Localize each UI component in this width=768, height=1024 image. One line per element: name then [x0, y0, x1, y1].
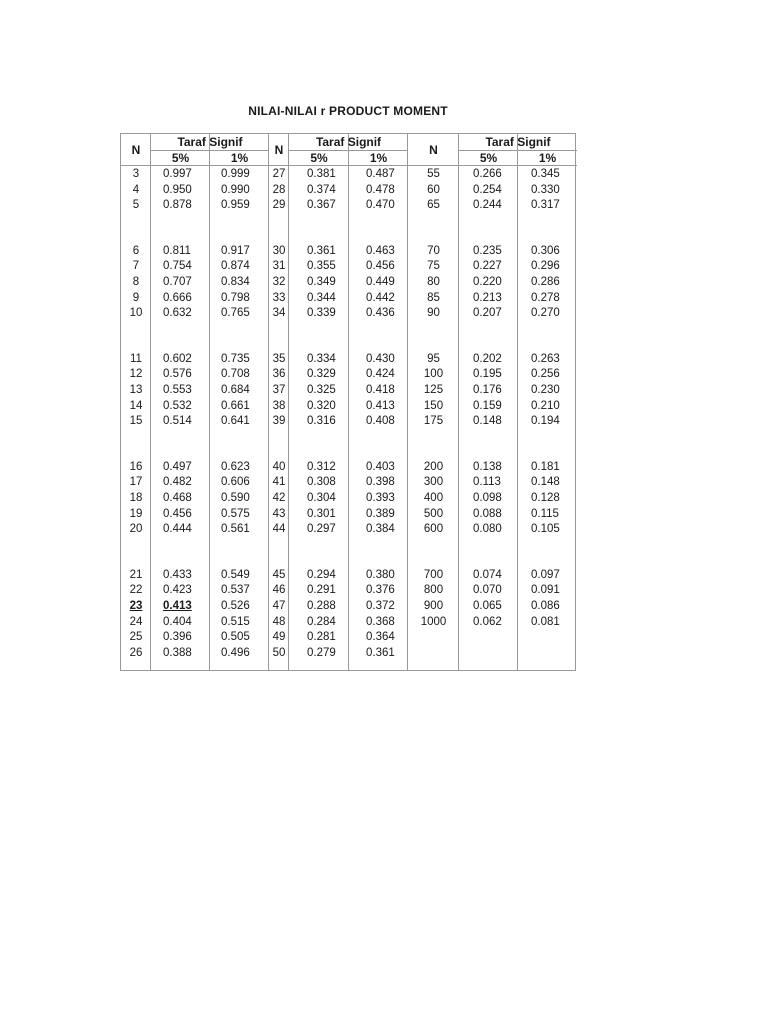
row-n: 32: [272, 276, 286, 288]
r-1-percent: 0.364: [366, 631, 395, 643]
row-n: 7: [132, 260, 140, 272]
r-5-percent: 0.207: [473, 307, 502, 319]
page-title: NILAI-NILAI r PRODUCT MOMENT: [248, 104, 448, 118]
row-n: 45: [272, 569, 286, 581]
r-1-percent: 0.376: [366, 584, 395, 596]
header-5-percent: 5%: [479, 151, 498, 165]
r-1-percent: 0.384: [366, 523, 395, 535]
r-1-percent: 0.765: [221, 307, 250, 319]
r-5-percent: 0.349: [307, 276, 336, 288]
r-5-percent: 0.374: [307, 184, 336, 196]
r-5-percent: 0.291: [307, 584, 336, 596]
r-1-percent: 0.424: [366, 368, 395, 380]
r-1-percent: 0.408: [366, 415, 395, 427]
r-5-percent: 0.138: [473, 461, 502, 473]
row-n: 44: [272, 523, 286, 535]
r-5-percent: 0.707: [163, 276, 192, 288]
r-1-percent: 0.999: [221, 168, 250, 180]
r-1-percent: 0.990: [221, 184, 250, 196]
r-5-percent: 0.227: [473, 260, 502, 272]
r-1-percent: 0.505: [221, 631, 250, 643]
row-n: 150: [423, 400, 444, 412]
r-1-percent: 0.317: [531, 199, 560, 211]
r-5-percent: 0.497: [163, 461, 192, 473]
r-1-percent: 0.263: [531, 353, 560, 365]
r-5-percent: 0.304: [307, 492, 336, 504]
r-5-percent: 0.088: [473, 508, 502, 520]
r-5-percent: 0.220: [473, 276, 502, 288]
row-n: 300: [423, 476, 444, 488]
r-5-percent: 0.355: [307, 260, 336, 272]
r-1-percent: 0.487: [366, 168, 395, 180]
r-1-percent: 0.478: [366, 184, 395, 196]
row-n: 22: [129, 584, 143, 596]
r-1-percent: 0.874: [221, 260, 250, 272]
row-n: 100: [423, 368, 444, 380]
r-1-percent: 0.463: [366, 245, 395, 257]
row-n: 25: [129, 631, 143, 643]
r-5-percent: 0.878: [163, 199, 192, 211]
r-5-percent: 0.098: [473, 492, 502, 504]
r-5-percent: 0.297: [307, 523, 336, 535]
row-n: 1000: [420, 616, 447, 628]
row-n: 37: [272, 384, 286, 396]
r-5-percent: 0.423: [163, 584, 192, 596]
row-n: 12: [129, 368, 143, 380]
row-n: 9: [132, 292, 140, 304]
r-5-percent: 0.404: [163, 616, 192, 628]
r-1-percent: 0.470: [366, 199, 395, 211]
r-1-percent: 0.286: [531, 276, 560, 288]
row-n: 26: [129, 647, 143, 659]
r-5-percent: 0.381: [307, 168, 336, 180]
row-n: 36: [272, 368, 286, 380]
r-5-percent: 0.080: [473, 523, 502, 535]
r-5-percent: 0.997: [163, 168, 192, 180]
r-1-percent: 0.181: [531, 461, 560, 473]
row-n: 75: [427, 260, 440, 272]
row-n: 47: [272, 600, 286, 612]
header-5-percent: 5%: [310, 151, 328, 165]
r-1-percent: 0.418: [366, 384, 395, 396]
row-n: 200: [423, 461, 444, 473]
r-5-percent: 0.266: [473, 168, 502, 180]
r-5-percent: 0.329: [307, 368, 336, 380]
r-5-percent: 0.344: [307, 292, 336, 304]
r-1-percent: 0.278: [531, 292, 560, 304]
r-1-percent: 0.413: [366, 400, 395, 412]
r-5-percent: 0.316: [307, 415, 336, 427]
r-5-percent: 0.294: [307, 569, 336, 581]
row-n: 900: [423, 600, 444, 612]
row-n: 11: [130, 353, 142, 365]
r-5-percent: 0.279: [307, 647, 336, 659]
r-1-percent: 0.708: [221, 368, 250, 380]
row-n: 60: [427, 184, 440, 196]
r-5-percent: 0.576: [163, 368, 192, 380]
r-1-percent: 0.330: [531, 184, 560, 196]
r-1-percent: 0.361: [366, 647, 395, 659]
row-n: 27: [272, 168, 286, 180]
r-1-percent: 0.148: [531, 476, 560, 488]
r-1-percent: 0.270: [531, 307, 560, 319]
row-n: 10: [129, 307, 143, 319]
row-n: 700: [423, 569, 444, 581]
row-n: 15: [129, 415, 143, 427]
r-5-percent: 0.301: [307, 508, 336, 520]
row-n: 34: [272, 307, 286, 319]
r-5-percent: 0.159: [473, 400, 502, 412]
r-5-percent: 0.202: [473, 353, 502, 365]
header-1-percent: 1%: [369, 151, 388, 165]
r-5-percent: 0.361: [307, 245, 336, 257]
r-5-percent: 0.632: [163, 307, 192, 319]
row-n: 14: [129, 400, 143, 412]
r-5-percent: 0.320: [307, 400, 336, 412]
row-n: 38: [272, 400, 286, 412]
column-divider: [150, 134, 151, 670]
r-1-percent: 0.549: [221, 569, 250, 581]
r-1-percent: 0.496: [221, 647, 250, 659]
header-taraf-signif: Taraf Signif: [315, 135, 382, 149]
r-5-percent: 0.281: [307, 631, 336, 643]
r-5-percent: 0.148: [473, 415, 502, 427]
row-n: 39: [272, 415, 286, 427]
r-5-percent: 0.312: [307, 461, 336, 473]
row-n: 31: [272, 260, 286, 272]
r-1-percent: 0.449: [366, 276, 395, 288]
r-5-percent: 0.244: [473, 199, 502, 211]
r-1-percent: 0.430: [366, 353, 395, 365]
r-5-percent: 0.602: [163, 353, 192, 365]
row-n: 16: [129, 461, 143, 473]
r-1-percent: 0.194: [531, 415, 560, 427]
row-n: 48: [272, 616, 286, 628]
r-1-percent: 0.575: [221, 508, 250, 520]
row-n: 95: [427, 353, 440, 365]
r-1-percent: 0.105: [531, 523, 560, 535]
r-5-percent: 0.444: [163, 523, 192, 535]
row-n: 29: [272, 199, 286, 211]
r-5-percent: 0.514: [163, 415, 192, 427]
row-n: 19: [129, 508, 143, 520]
r-5-percent: 0.532: [163, 400, 192, 412]
r-1-percent: 0.959: [221, 199, 250, 211]
row-n: 23: [129, 600, 143, 612]
r-5-percent: 0.235: [473, 245, 502, 257]
r-1-percent: 0.661: [221, 400, 250, 412]
row-n: 90: [427, 307, 440, 319]
r-1-percent: 0.389: [366, 508, 395, 520]
r-5-percent: 0.176: [473, 384, 502, 396]
row-n: 21: [129, 569, 143, 581]
r-1-percent: 0.398: [366, 476, 395, 488]
row-n: 18: [129, 492, 143, 504]
r-5-percent: 0.284: [307, 616, 336, 628]
r-1-percent: 0.086: [531, 600, 560, 612]
r-5-percent: 0.754: [163, 260, 192, 272]
r-1-percent: 0.091: [531, 584, 560, 596]
r-1-percent: 0.115: [531, 508, 559, 520]
row-n: 80: [427, 276, 440, 288]
row-n: 3: [132, 168, 140, 180]
r-5-percent: 0.254: [473, 184, 502, 196]
header-5-percent: 5%: [171, 151, 190, 165]
row-n: 70: [427, 245, 440, 257]
r-5-percent: 0.367: [307, 199, 336, 211]
r-1-percent: 0.368: [366, 616, 395, 628]
row-n: 30: [272, 245, 286, 257]
header-1-percent: 1%: [230, 151, 249, 165]
row-n: 33: [272, 292, 286, 304]
r-1-percent: 0.403: [366, 461, 395, 473]
r-5-percent: 0.482: [163, 476, 192, 488]
r-1-percent: 0.623: [221, 461, 250, 473]
r-5-percent: 0.113: [473, 476, 501, 488]
r-1-percent: 0.515: [221, 616, 250, 628]
row-n: 28: [272, 184, 286, 196]
r-1-percent: 0.081: [531, 616, 560, 628]
row-n: 175: [423, 415, 444, 427]
header-taraf-signif: Taraf Signif: [485, 135, 551, 149]
r-5-percent: 0.213: [473, 292, 502, 304]
row-n: 65: [427, 199, 440, 211]
r-5-percent: 0.811: [163, 245, 191, 257]
row-n: 43: [272, 508, 286, 520]
r-5-percent: 0.325: [307, 384, 336, 396]
r-5-percent: 0.666: [163, 292, 192, 304]
r-1-percent: 0.306: [531, 245, 560, 257]
r-1-percent: 0.641: [221, 415, 250, 427]
header-n: N: [274, 143, 284, 157]
row-n: 5: [132, 199, 140, 211]
row-n: 17: [129, 476, 143, 488]
r-1-percent: 0.256: [531, 368, 560, 380]
row-n: 41: [272, 476, 286, 488]
row-n: 4: [132, 184, 140, 196]
r-5-percent: 0.070: [473, 584, 502, 596]
r-5-percent: 0.433: [163, 569, 192, 581]
r-1-percent: 0.456: [366, 260, 395, 272]
r-1-percent: 0.561: [221, 523, 250, 535]
row-n: 20: [129, 523, 143, 535]
r-1-percent: 0.393: [366, 492, 395, 504]
row-n: 35: [272, 353, 286, 365]
row-n: 500: [423, 508, 444, 520]
r-1-percent: 0.380: [366, 569, 395, 581]
r-1-percent: 0.590: [221, 492, 250, 504]
header-1-percent: 1%: [538, 151, 557, 165]
r-5-percent: 0.195: [473, 368, 502, 380]
r-5-percent: 0.456: [163, 508, 192, 520]
r-5-percent: 0.468: [163, 492, 192, 504]
r-1-percent: 0.684: [221, 384, 250, 396]
row-n: 55: [427, 168, 440, 180]
r-1-percent: 0.526: [221, 600, 250, 612]
row-n: 42: [272, 492, 286, 504]
r-5-percent: 0.334: [307, 353, 336, 365]
r-1-percent: 0.210: [531, 400, 560, 412]
r-1-percent: 0.128: [531, 492, 560, 504]
r-1-percent: 0.537: [221, 584, 250, 596]
row-n: 8: [132, 276, 140, 288]
r-1-percent: 0.345: [531, 168, 560, 180]
row-n: 400: [423, 492, 444, 504]
column-divider: [209, 134, 210, 670]
r-5-percent: 0.339: [307, 307, 336, 319]
r-1-percent: 0.436: [366, 307, 395, 319]
r-1-percent: 0.798: [221, 292, 250, 304]
r-5-percent: 0.553: [163, 384, 192, 396]
row-n: 50: [272, 647, 286, 659]
column-divider: [348, 134, 349, 670]
r-5-percent: 0.074: [473, 569, 502, 581]
r-1-percent: 0.442: [366, 292, 395, 304]
r-5-percent: 0.950: [163, 184, 192, 196]
r-1-percent: 0.834: [221, 276, 250, 288]
r-5-percent: 0.388: [163, 647, 192, 659]
row-n: 49: [272, 631, 286, 643]
r-5-percent: 0.062: [473, 616, 502, 628]
row-n: 24: [129, 616, 143, 628]
r-1-percent: 0.372: [366, 600, 395, 612]
row-n: 85: [427, 292, 440, 304]
r-1-percent: 0.917: [221, 245, 250, 257]
row-n: 600: [423, 523, 444, 535]
row-n: 40: [272, 461, 286, 473]
row-n: 6: [132, 245, 140, 257]
r-1-percent: 0.296: [531, 260, 560, 272]
r-5-percent: 0.308: [307, 476, 336, 488]
row-n: 800: [423, 584, 444, 596]
r-1-percent: 0.606: [221, 476, 250, 488]
row-n: 13: [129, 384, 143, 396]
r-1-percent: 0.735: [221, 353, 250, 365]
header-n: N: [429, 143, 438, 157]
r-5-percent: 0.065: [473, 600, 502, 612]
r-1-percent: 0.097: [531, 569, 560, 581]
header-taraf-signif: Taraf Signif: [177, 135, 243, 149]
r-1-percent: 0.230: [531, 384, 560, 396]
row-n: 46: [272, 584, 286, 596]
row-n: 125: [423, 384, 444, 396]
r-5-percent: 0.413: [163, 600, 192, 612]
r-product-moment-table: [120, 133, 576, 671]
header-n: N: [131, 143, 141, 157]
r-5-percent: 0.288: [307, 600, 336, 612]
r-5-percent: 0.396: [163, 631, 192, 643]
